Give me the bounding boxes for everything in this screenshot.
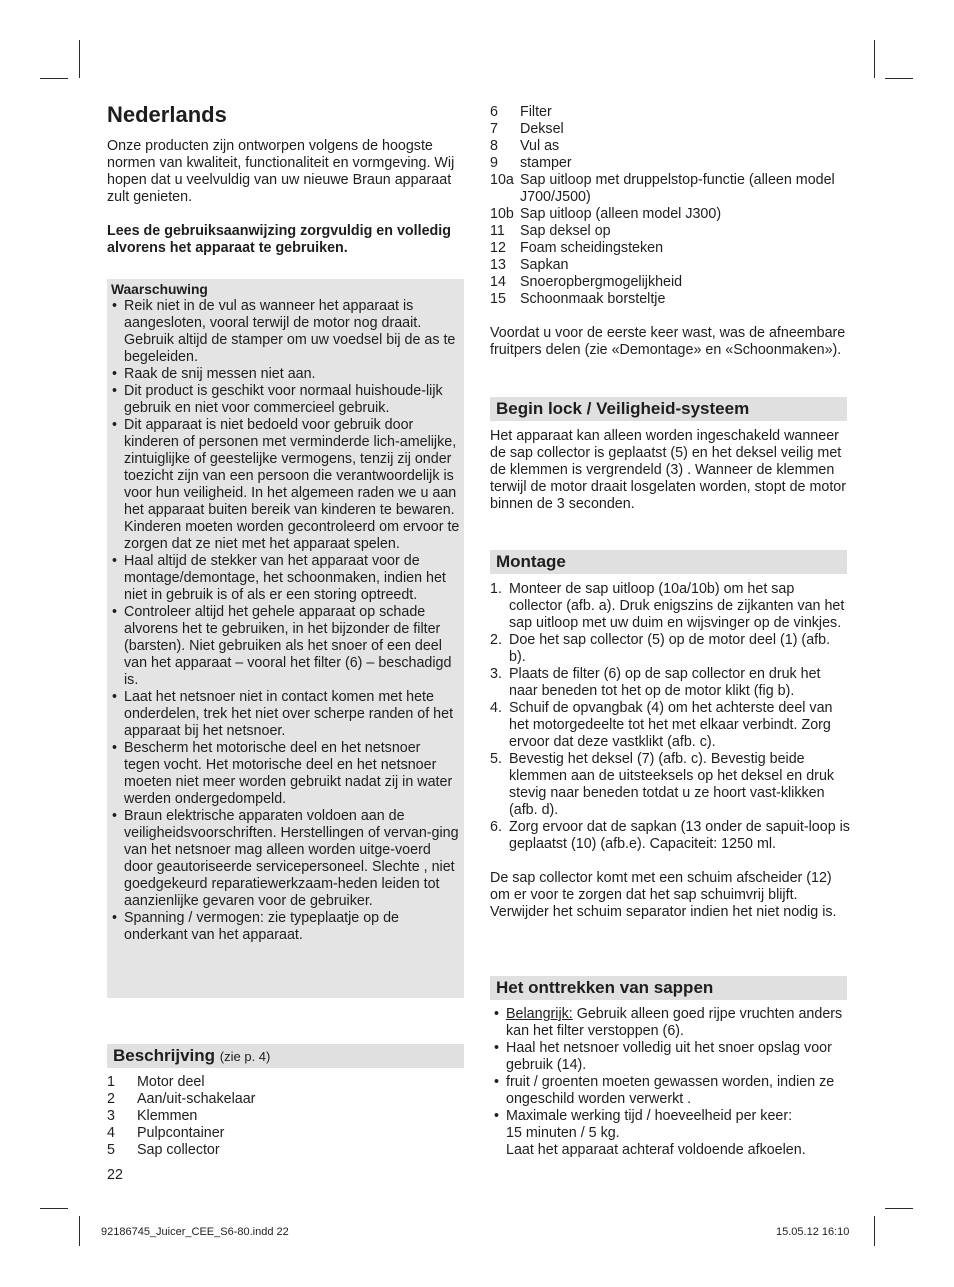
step-number: 2. — [490, 632, 502, 648]
part-label: Deksel — [520, 121, 564, 137]
part-label: Sap uitloop met druppelstop-functie (alleen model J700/J500) — [520, 172, 835, 205]
footer-date: 15.05.12 16:10 — [776, 1226, 850, 1238]
part-label: Sap uitloop (alleen model J300) — [520, 206, 722, 222]
part-item — [490, 104, 850, 121]
part-label: Sap deksel op — [520, 223, 611, 239]
description-header — [107, 1044, 464, 1068]
part-number: 7 — [490, 121, 498, 137]
part-label: Klemmen — [137, 1108, 198, 1124]
left-column — [107, 138, 467, 257]
step-text: Doe het sap collector (5) op de motor deel (1) (afb. b). — [509, 632, 831, 665]
part-item — [107, 1125, 464, 1142]
part-number: 3 — [107, 1108, 115, 1124]
assembly-step — [490, 751, 850, 819]
part-label: Aan/uit-schakelaar — [137, 1091, 256, 1107]
part-item — [490, 172, 850, 206]
part-item — [107, 1142, 464, 1159]
step-number: 3. — [490, 666, 502, 682]
part-item — [490, 257, 850, 274]
part-item — [490, 223, 850, 240]
warning-item: • Haal altijd de stekker van het apparaat voor de montage/demontage, het schoonmaken, indien het niet in gebruik is of als er een storing optreedt. — [111, 553, 460, 604]
part-item — [107, 1108, 464, 1125]
step-text: Bevestig het deksel (7) (afb. c). Bevestig beide klemmen aan de uitsteeksels op het deksel en druk stevig naar beneden totdat u ze hoort vast-klikken (afb. d). — [509, 751, 835, 818]
assembly-steps — [490, 581, 850, 853]
part-number: 4 — [107, 1125, 115, 1141]
warning-item: • Spanning / vermogen: zie typeplaatje op de onderkant van het apparaat. — [111, 910, 460, 944]
part-item — [490, 291, 850, 308]
step-text: Monteer de sap uitloop (10a/10b) om het sap collector (afb. a). Druk enigszins de zijkanten van het sap uitloop met uw duim en wijsvinger op de vinkjes. — [509, 581, 845, 631]
assembly-header — [490, 550, 847, 574]
part-label: Sapkan — [520, 257, 569, 273]
juicing-item: • Haal het netsnoer volledig uit het snoer opslag voor gebruik (14). — [493, 1040, 850, 1074]
assembly-step — [490, 666, 850, 700]
warning-item: • Bescherm het motorische deel en het netsnoer tegen vocht. Het motorische deel en het netsnoer moeten niet meer worden gebruikt nadat zij in water werden ondergedompeld. — [111, 740, 460, 808]
part-item — [490, 240, 850, 257]
parts-list-left — [107, 1074, 464, 1159]
part-number: 10b — [490, 206, 514, 222]
description-heading: Beschrijving — [113, 1046, 216, 1065]
warning-list — [111, 298, 460, 944]
part-number: 15 — [490, 291, 506, 307]
part-label: Pulpcontainer — [137, 1125, 225, 1141]
step-text: Plaats de filter (6) op de sap collector en druk het naar beneden tot het op de motor klikt (fig b). — [509, 666, 821, 699]
crop-mark — [874, 1216, 875, 1246]
safety-text: Het apparaat kan alleen worden ingeschakeld wanneer de sap collector is geplaatst (5) en het deksel veilig met de klemmen is vergrendeld (3) . Wanneer de klemmen terwijl de motor draait losgelaten worden, stopt de motor binnen de 3 seconden. — [490, 428, 847, 512]
parts-list-right — [490, 104, 850, 359]
assembly-step — [490, 819, 850, 853]
crop-mark — [79, 1216, 80, 1246]
max-amount-line: 15 minuten / 5 kg. — [506, 1125, 620, 1141]
part-label: Motor deel — [137, 1074, 205, 1090]
juicing-item — [493, 1108, 850, 1159]
juicing-list — [490, 1006, 850, 1159]
crop-mark — [40, 78, 68, 79]
part-number: 13 — [490, 257, 506, 273]
important-text: Gebruik alleen goed rijpe vruchten anders kan het filter verstoppen (6). — [506, 1006, 843, 1039]
part-label: Sap collector — [137, 1142, 220, 1158]
part-label: stamper — [520, 155, 572, 171]
juicing-item — [493, 1006, 850, 1040]
warning-item: • Dit product is geschikt voor normaal huishoude-lijk gebruik en niet voor commercieel gebruik. — [111, 383, 460, 417]
assembly-step — [490, 581, 850, 632]
step-number: 5. — [490, 751, 502, 767]
intro-text: Onze producten zijn ontworpen volgens de hoogste normen van kwaliteit, functionaliteit en vormgeving. Wij hopen dat u veelvuldig van uw nieuwe Braun apparaat zult genieten. — [107, 138, 455, 205]
part-number: 12 — [490, 240, 506, 256]
safety-heading: Begin lock / Veiligheid-systeem — [496, 399, 750, 418]
part-number: 11 — [490, 223, 505, 239]
part-number: 1 — [107, 1074, 115, 1090]
warning-item: • Reik niet in de vul as wanneer het apparaat is aangesloten, vooral terwijl de motor nog draait. Gebruik altijd de stamper om uw voedsel bij de as te begeleiden. — [111, 298, 460, 366]
max-time-line: • Maximale werking tijd / hoeveelheid per keer: — [506, 1108, 793, 1124]
juicing-section — [490, 1006, 850, 1159]
important-label: Belangrijk: — [506, 1006, 573, 1022]
part-number: 2 — [107, 1091, 115, 1107]
part-item — [490, 155, 850, 172]
warning-box — [107, 279, 464, 998]
footer-file-info: 92186745_Juicer_CEE_S6-80.indd 22 — [101, 1226, 289, 1238]
part-number: 8 — [490, 138, 498, 154]
crop-mark — [874, 40, 875, 78]
part-item — [107, 1074, 464, 1091]
assembly-step — [490, 700, 850, 751]
juicing-item: • fruit / groenten moeten gewassen worden, indien ze ongeschild worden verwerkt . — [493, 1074, 850, 1108]
assembly-section — [490, 581, 850, 921]
part-number: 5 — [107, 1142, 115, 1158]
assembly-heading: Montage — [496, 552, 566, 571]
assembly-note: De sap collector komt met een schuim afscheider (12) om er voor te zorgen dat het sap schuimvrij blijft. Verwijder het schuim separator indien het niet nodig is. — [490, 870, 837, 920]
part-label: Foam scheidingsteken — [520, 240, 664, 256]
warning-item: • Braun elektrische apparaten voldoen aan de veiligheidsvoorschriften. Herstellingen of vervan-ging van het netsnoer mag alleen worden uitge-voerd door geautoriseerde servicepersoneel. Slechte , niet goedgekeurd reparatiewerkzaam-heden leiden tot aanzienlijke gevaren voor de gebruiker. — [111, 808, 460, 910]
crop-mark — [885, 1208, 913, 1209]
warning-item: • Laat het netsnoer niet in contact komen met hete onderdelen, trek het niet over scherpe randen of het apparaat bij het netsnoer. — [111, 689, 460, 740]
read-first-text: Lees de gebruiksaanwijzing zorgvuldig en volledig alvorens het apparaat te gebruiken. — [107, 223, 451, 256]
warning-item: • Controleer altijd het gehele apparaat op schade alvorens het te gebruiken, in het bijzonder de filter (barsten). Niet gebruiken als het snoer of een deel van het apparaat – vooral het filter (6) – beschadigd is. — [111, 604, 460, 689]
part-item — [490, 138, 850, 155]
crop-mark — [79, 40, 80, 78]
juicing-header — [490, 976, 847, 1000]
step-number: 6. — [490, 819, 502, 835]
part-item — [490, 206, 850, 223]
juicing-heading: Het onttrekken van sappen — [496, 978, 714, 997]
part-label: Snoeropbergmogelijkheid — [520, 274, 683, 290]
warning-item: • Dit apparaat is niet bedoeld voor gebruik door kinderen of personen met verminderde lich-amelijke, zintuiglijke of geestelijke vermogens, tenzij zij onder toezicht zijn van een persoon die verantwoordelijk is voor hun veiligheid. In het algemeen raden we u aan het apparaat buiten bereik van kinderen te bewaren. Kinderen moeten worden gecontroleerd om ervoor te zorgen dat ze niet met het apparaat spelen. — [111, 417, 460, 553]
part-item — [490, 274, 850, 291]
warning-item: • Raak de snij messen niet aan. — [111, 366, 460, 383]
description-ref: (zie p. 4) — [219, 1049, 271, 1064]
crop-mark — [40, 1208, 68, 1209]
page-title: Nederlands — [107, 102, 227, 127]
crop-mark — [885, 78, 913, 79]
safety-header — [490, 397, 847, 421]
part-number: 14 — [490, 274, 506, 290]
step-number: 4. — [490, 700, 502, 716]
part-item — [107, 1091, 464, 1108]
part-number: 6 — [490, 104, 498, 120]
part-label: Vul as — [520, 138, 560, 154]
step-text: Zorg ervoor dat de sapkan (13 onder de sapuit-loop is geplaatst (10) (afb.e). Capaciteit: 1250 ml. — [509, 819, 850, 852]
warning-title: Waarschuwing — [111, 282, 208, 297]
part-label: Schoonmaak borsteltje — [520, 291, 666, 307]
before-wash-text: Voordat u voor de eerste keer wast, was de afneembare fruitpers delen (zie «Demontage» en «Schoonmaken»). — [490, 325, 846, 358]
cool-down-line: Laat het apparaat achteraf voldoende afkoelen. — [506, 1142, 806, 1158]
page-number: 22 — [107, 1167, 123, 1183]
safety-section — [490, 428, 850, 513]
step-text: Schuif de opvangbak (4) om het achterste deel van het motorgedeelte tot het met elkaar verbindt. Zorg ervoor dat deze vastklikt (afb. c). — [509, 700, 833, 750]
part-label: Filter — [520, 104, 552, 120]
part-number: 10a — [490, 172, 514, 188]
assembly-step — [490, 632, 850, 666]
part-number: 9 — [490, 155, 498, 171]
part-item — [490, 121, 850, 138]
step-number: 1. — [490, 581, 502, 597]
